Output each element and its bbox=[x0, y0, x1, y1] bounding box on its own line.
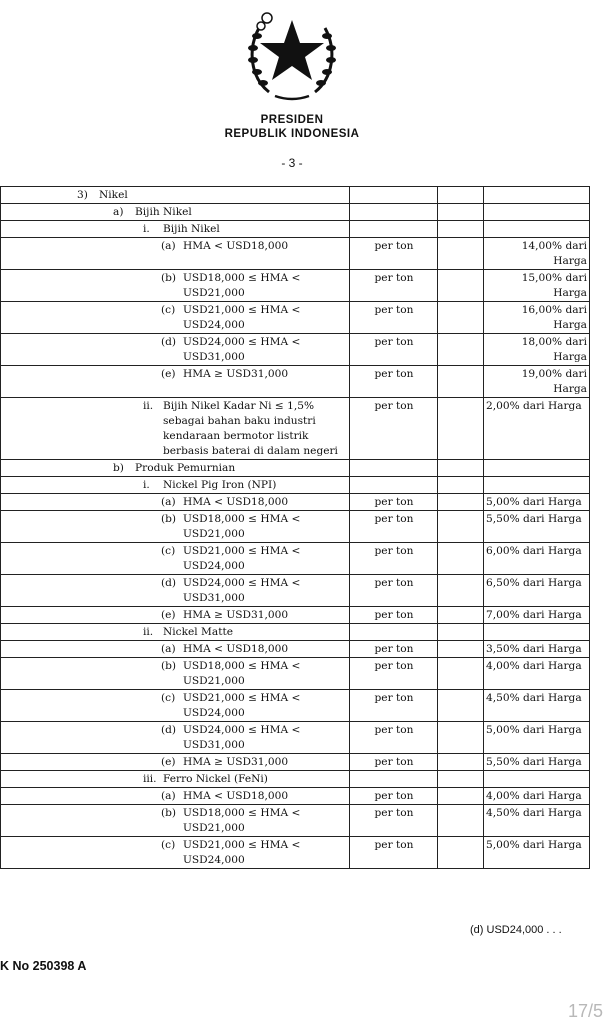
item-text: USD24,000 ≤ HMA < USD31,000 bbox=[183, 724, 301, 751]
item-cell bbox=[1, 641, 350, 658]
rate-cell: 5,00% dari Harga bbox=[484, 722, 590, 754]
unit-cell: per ton bbox=[350, 511, 438, 543]
item-text: Nickel Matte bbox=[163, 626, 233, 638]
item-cell bbox=[1, 658, 350, 690]
item-number: i. bbox=[143, 479, 150, 491]
blank-cell bbox=[438, 511, 484, 543]
unit-cell bbox=[350, 187, 438, 204]
blank-cell bbox=[438, 754, 484, 771]
rate-cell: 18,00% dari Harga bbox=[484, 334, 590, 366]
item-number: (d) bbox=[161, 336, 177, 348]
blank-cell bbox=[438, 788, 484, 805]
rate-cell: 16,00% dari Harga bbox=[484, 302, 590, 334]
item-cell bbox=[1, 543, 350, 575]
rate-cell: 4,50% dari Harga bbox=[484, 690, 590, 722]
item-number: ii. bbox=[143, 626, 154, 638]
blank-cell bbox=[438, 187, 484, 204]
table-row bbox=[1, 771, 590, 788]
rate-cell: 14,00% dari Harga bbox=[484, 238, 590, 270]
item-text: USD18,000 ≤ HMA < USD21,000 bbox=[183, 807, 301, 834]
unit-cell: per ton bbox=[350, 543, 438, 575]
item-text: USD21,000 ≤ HMA < USD24,000 bbox=[183, 692, 301, 719]
page-number: - 3 - bbox=[281, 156, 303, 170]
item-cell bbox=[1, 302, 350, 334]
table-row bbox=[1, 460, 590, 477]
rate-cell: 2,00% dari Harga bbox=[484, 398, 590, 460]
item-number: (b) bbox=[161, 513, 177, 525]
rate-cell: 4,00% dari Harga bbox=[484, 658, 590, 690]
blank-cell bbox=[438, 494, 484, 511]
item-text: Ferro Nickel (FeNi) bbox=[163, 773, 268, 785]
item-text: HMA < USD18,000 bbox=[183, 790, 289, 802]
unit-cell: per ton bbox=[350, 788, 438, 805]
unit-cell bbox=[350, 460, 438, 477]
item-number: (c) bbox=[161, 692, 176, 704]
item-number: (a) bbox=[161, 496, 176, 508]
item-text: HMA < USD18,000 bbox=[183, 240, 289, 252]
rate-cell: 6,00% dari Harga bbox=[484, 543, 590, 575]
item-text: USD18,000 ≤ HMA < USD21,000 bbox=[183, 660, 301, 687]
item-number: (c) bbox=[161, 839, 176, 851]
unit-cell: per ton bbox=[350, 607, 438, 624]
blank-cell bbox=[438, 221, 484, 238]
item-cell bbox=[1, 477, 350, 494]
rate-cell: 4,50% dari Harga bbox=[484, 805, 590, 837]
item-cell bbox=[1, 398, 350, 460]
item-text: HMA ≥ USD31,000 bbox=[183, 609, 289, 621]
item-number: (b) bbox=[161, 807, 177, 819]
rate-cell bbox=[484, 204, 590, 221]
table-row bbox=[1, 607, 590, 624]
blank-cell bbox=[438, 460, 484, 477]
item-cell bbox=[1, 575, 350, 607]
table-row bbox=[1, 477, 590, 494]
item-cell bbox=[1, 221, 350, 238]
blank-cell bbox=[438, 270, 484, 302]
item-number: 3) bbox=[77, 189, 88, 201]
item-cell bbox=[1, 690, 350, 722]
table-row bbox=[1, 204, 590, 221]
table-row bbox=[1, 658, 590, 690]
rate-cell: 4,00% dari Harga bbox=[484, 788, 590, 805]
item-text: Bijih Nikel Kadar Ni ≤ 1,5% sebagai bahan baku industri kendaraan bermotor listrik berbasis baterai di dalam negeri bbox=[163, 400, 338, 457]
item-number: (e) bbox=[161, 609, 176, 621]
item-text: Nikel bbox=[99, 189, 128, 201]
blank-cell bbox=[438, 575, 484, 607]
rate-cell: 19,00% dari Harga bbox=[484, 366, 590, 398]
rate-cell: 5,50% dari Harga bbox=[484, 754, 590, 771]
blank-cell bbox=[438, 204, 484, 221]
item-cell bbox=[1, 238, 350, 270]
item-cell bbox=[1, 366, 350, 398]
unit-cell: per ton bbox=[350, 238, 438, 270]
item-number: (c) bbox=[161, 545, 176, 557]
item-number: (b) bbox=[161, 660, 177, 672]
item-cell bbox=[1, 607, 350, 624]
item-cell bbox=[1, 805, 350, 837]
blank-cell bbox=[438, 722, 484, 754]
blank-cell bbox=[438, 607, 484, 624]
blank-cell bbox=[438, 366, 484, 398]
table-row bbox=[1, 366, 590, 398]
table-row bbox=[1, 270, 590, 302]
item-text: HMA < USD18,000 bbox=[183, 643, 289, 655]
item-text: USD18,000 ≤ HMA < USD21,000 bbox=[183, 513, 301, 540]
item-cell bbox=[1, 754, 350, 771]
table-row bbox=[1, 398, 590, 460]
item-text: USD18,000 ≤ HMA < USD21,000 bbox=[183, 272, 301, 299]
item-cell bbox=[1, 270, 350, 302]
blank-cell bbox=[438, 238, 484, 270]
table-row bbox=[1, 575, 590, 607]
item-number: ii. bbox=[143, 400, 154, 412]
tariff-table bbox=[0, 186, 590, 869]
rate-cell: 15,00% dari Harga bbox=[484, 270, 590, 302]
item-number: i. bbox=[143, 223, 150, 235]
unit-cell: per ton bbox=[350, 658, 438, 690]
rate-cell: 7,00% dari Harga bbox=[484, 607, 590, 624]
rate-cell: 5,50% dari Harga bbox=[484, 511, 590, 543]
item-text: USD24,000 ≤ HMA < USD31,000 bbox=[183, 577, 301, 604]
rate-cell bbox=[484, 624, 590, 641]
item-number: (d) bbox=[161, 724, 177, 736]
item-cell bbox=[1, 511, 350, 543]
unit-cell: per ton bbox=[350, 398, 438, 460]
rate-cell bbox=[484, 221, 590, 238]
blank-cell bbox=[438, 543, 484, 575]
unit-cell: per ton bbox=[350, 270, 438, 302]
item-cell bbox=[1, 204, 350, 221]
item-text: USD21,000 ≤ HMA < USD24,000 bbox=[183, 545, 301, 572]
rate-cell: 3,50% dari Harga bbox=[484, 641, 590, 658]
unit-cell: per ton bbox=[350, 575, 438, 607]
blank-cell bbox=[438, 771, 484, 788]
unit-cell bbox=[350, 624, 438, 641]
table-row bbox=[1, 805, 590, 837]
table-row bbox=[1, 187, 590, 204]
item-cell bbox=[1, 771, 350, 788]
table-row bbox=[1, 334, 590, 366]
unit-cell bbox=[350, 771, 438, 788]
table-row bbox=[1, 302, 590, 334]
item-number: (b) bbox=[161, 272, 177, 284]
table-row bbox=[1, 624, 590, 641]
table-row bbox=[1, 788, 590, 805]
unit-cell bbox=[350, 221, 438, 238]
item-text: HMA ≥ USD31,000 bbox=[183, 368, 289, 380]
item-number: (a) bbox=[161, 643, 176, 655]
item-number: b) bbox=[113, 462, 124, 474]
unit-cell: per ton bbox=[350, 837, 438, 869]
table-row bbox=[1, 690, 590, 722]
header-president: PRESIDEN bbox=[260, 114, 324, 126]
table-row bbox=[1, 238, 590, 270]
unit-cell: per ton bbox=[350, 641, 438, 658]
item-text: USD21,000 ≤ HMA < USD24,000 bbox=[183, 304, 301, 331]
table-row bbox=[1, 511, 590, 543]
document-code: K No 250398 A bbox=[0, 959, 87, 973]
rate-cell: 6,50% dari Harga bbox=[484, 575, 590, 607]
unit-cell: per ton bbox=[350, 334, 438, 366]
item-cell bbox=[1, 837, 350, 869]
rate-cell bbox=[484, 187, 590, 204]
item-text: USD21,000 ≤ HMA < USD24,000 bbox=[183, 839, 301, 866]
unit-cell: per ton bbox=[350, 805, 438, 837]
table-row bbox=[1, 221, 590, 238]
item-number: (e) bbox=[161, 756, 176, 768]
unit-cell: per ton bbox=[350, 754, 438, 771]
blank-cell bbox=[438, 302, 484, 334]
item-number: (e) bbox=[161, 368, 176, 380]
item-number: (d) bbox=[161, 577, 177, 589]
blank-cell bbox=[438, 805, 484, 837]
unit-cell: per ton bbox=[350, 690, 438, 722]
rate-cell bbox=[484, 771, 590, 788]
unit-cell bbox=[350, 204, 438, 221]
item-text: Produk Pemurnian bbox=[135, 462, 236, 474]
rate-cell: 5,00% dari Harga bbox=[484, 837, 590, 869]
blank-cell bbox=[438, 641, 484, 658]
page-counter: 17/5 bbox=[568, 1001, 604, 1021]
item-cell bbox=[1, 624, 350, 641]
item-text: Bijih Nikel bbox=[135, 206, 192, 218]
blank-cell bbox=[438, 477, 484, 494]
item-text: Bijih Nikel bbox=[163, 223, 220, 235]
unit-cell: per ton bbox=[350, 722, 438, 754]
unit-cell: per ton bbox=[350, 302, 438, 334]
blank-cell bbox=[438, 624, 484, 641]
table-row bbox=[1, 722, 590, 754]
item-number: (c) bbox=[161, 304, 176, 316]
blank-cell bbox=[438, 658, 484, 690]
table-row bbox=[1, 494, 590, 511]
table-row bbox=[1, 837, 590, 869]
continuation-text: (d) USD24,000 . . . bbox=[470, 924, 562, 936]
item-cell bbox=[1, 187, 350, 204]
table-row bbox=[1, 754, 590, 771]
blank-cell bbox=[438, 398, 484, 460]
item-text: HMA < USD18,000 bbox=[183, 496, 289, 508]
item-number: (a) bbox=[161, 240, 176, 252]
rate-cell: 5,00% dari Harga bbox=[484, 494, 590, 511]
item-number: a) bbox=[113, 206, 124, 218]
blank-cell bbox=[438, 690, 484, 722]
garuda-star-emblem-icon bbox=[245, 6, 339, 102]
item-text: HMA ≥ USD31,000 bbox=[183, 756, 289, 768]
rate-cell bbox=[484, 460, 590, 477]
rate-cell bbox=[484, 477, 590, 494]
item-number: iii. bbox=[143, 773, 157, 785]
item-number: (a) bbox=[161, 790, 176, 802]
item-text: Nickel Pig Iron (NPI) bbox=[163, 479, 277, 491]
item-text: USD24,000 ≤ HMA < USD31,000 bbox=[183, 336, 301, 363]
unit-cell bbox=[350, 477, 438, 494]
table-row bbox=[1, 641, 590, 658]
blank-cell bbox=[438, 334, 484, 366]
item-cell bbox=[1, 494, 350, 511]
item-cell bbox=[1, 722, 350, 754]
item-cell bbox=[1, 460, 350, 477]
item-cell bbox=[1, 334, 350, 366]
table-row bbox=[1, 543, 590, 575]
blank-cell bbox=[438, 837, 484, 869]
unit-cell: per ton bbox=[350, 494, 438, 511]
unit-cell: per ton bbox=[350, 366, 438, 398]
header-republic: REPUBLIK INDONESIA bbox=[224, 128, 360, 140]
item-cell bbox=[1, 788, 350, 805]
